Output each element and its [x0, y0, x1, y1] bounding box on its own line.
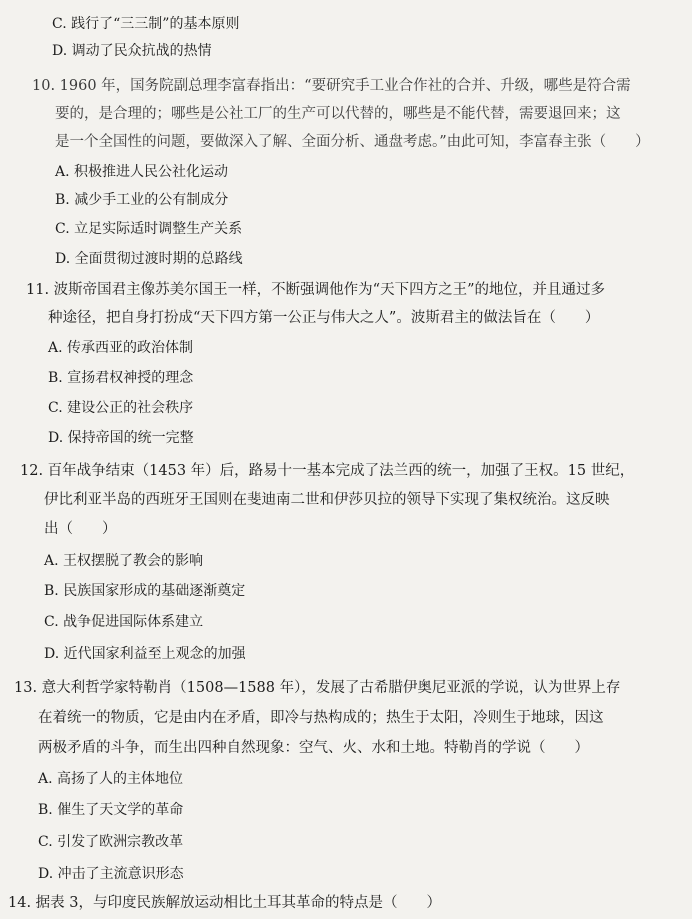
option-text: 王权摆脱了教会的影响: [63, 553, 204, 569]
option-letter: A.: [48, 340, 63, 356]
q11-option-b: [48, 368, 193, 388]
option-letter: C.: [52, 16, 67, 32]
q13-option-d: [38, 864, 184, 884]
option-letter: D.: [48, 430, 64, 446]
option-letter: C.: [38, 834, 53, 850]
stem-text: 意大利哲学家特勒肖（1508—1588 年），发展了古希腊伊奥尼亚派的学说，认为世界上存: [41, 680, 621, 696]
option-letter: D.: [55, 251, 71, 267]
option-text: 冲击了主流意识形态: [57, 866, 184, 882]
option-text: 建设公正的社会秩序: [67, 400, 194, 416]
option-text: 传承西亚的政治体制: [67, 340, 194, 356]
stem-text: 波斯帝国君主像苏美尔国王一样，不断强调他作为“天下四方之王”的地位，并且通过多: [53, 282, 605, 298]
option-letter: B.: [55, 192, 70, 208]
stem-text: 百年战争结束（1453 年）后，路易十一基本完成了法兰西的统一，加强了王权。15 世纪，: [47, 463, 635, 479]
q13-stem-line-3: 两极矛盾的斗争，而生出四种自然现象：空气、火、水和土地。特勒肖的学说（ ）: [38, 740, 589, 756]
option-text: 全面贯彻过渡时期的总路线: [74, 251, 243, 267]
option-text: 积极推进人民公社化运动: [74, 164, 229, 180]
option-letter: D.: [52, 43, 68, 59]
q12-stem-line-3: 出（ ）: [44, 521, 117, 537]
q11-stem-line-1: [26, 280, 605, 300]
q10-stem-line-2: 要的，是合理的；哪些是公社工厂的生产可以代替的，哪些是不能代替，需要退回来；这: [55, 106, 621, 122]
q10-option-d: [55, 249, 243, 269]
question-number: 12.: [20, 463, 44, 479]
option-letter: C.: [55, 221, 70, 237]
option-letter: B.: [44, 583, 59, 599]
q9-option-c: [52, 14, 239, 34]
option-text: 高扬了人的主体地位: [57, 771, 184, 787]
question-number: 13.: [14, 680, 38, 696]
q12-option-b: [44, 581, 245, 601]
option-letter: C.: [44, 614, 59, 630]
q12-option-c: [44, 612, 203, 632]
option-text: 践行了“三三制”的基本原则: [71, 16, 240, 32]
option-letter: D.: [44, 646, 60, 662]
question-number: 14.: [8, 895, 32, 911]
q12-option-d: [44, 644, 246, 664]
q10-stem-line-3: 是一个全国性的问题，要做深入了解、全面分析、通盘考虑。”由此可知，李富春主张（ ）: [55, 134, 650, 150]
option-letter: A.: [44, 553, 59, 569]
q11-option-d: [48, 428, 194, 448]
q11-option-a: [48, 338, 193, 358]
option-text: 立足实际适时调整生产关系: [74, 221, 243, 237]
question-number: 10.: [32, 78, 56, 94]
q14-stem-line-1: [8, 893, 441, 913]
option-text: 宣扬君权神授的理念: [67, 370, 194, 386]
option-text: 引发了欧洲宗教改革: [57, 834, 184, 850]
stem-text: 1960 年，国务院副总理李富春指出：“要研究手工业合作社的合并、升级，哪些是符合需: [59, 78, 631, 94]
option-text: 民族国家形成的基础逐渐奠定: [63, 583, 246, 599]
option-letter: A.: [55, 164, 70, 180]
option-text: 减少手工业的公有制成分: [74, 192, 229, 208]
option-letter: B.: [38, 802, 53, 818]
q10-option-c: [55, 219, 242, 239]
q12-stem-line-2: 伊比利亚半岛的西班牙王国则在斐迪南二世和伊莎贝拉的领导下实现了集权统治。这反映: [44, 492, 610, 508]
option-letter: D.: [38, 866, 54, 882]
q13-option-a: [38, 769, 183, 789]
q13-option-c: [38, 832, 183, 852]
stem-text: 据表 3，与印度民族解放运动相比土耳其革命的特点是（ ）: [35, 895, 442, 911]
q13-stem-line-2: 在着统一的物质，它是由内在矛盾，即冷与热构成的；热生于太阳，冷则生于地球，因这: [38, 710, 604, 726]
q12-option-a: [44, 551, 203, 571]
q11-option-c: [48, 398, 193, 418]
q10-stem-line-1: [32, 76, 631, 96]
q10-option-b: [55, 190, 228, 210]
q12-stem-line-1: [20, 461, 634, 481]
option-text: 战争促进国际体系建立: [63, 614, 204, 630]
option-text: 近代国家利益至上观念的加强: [63, 646, 246, 662]
question-number: 11.: [26, 282, 50, 298]
q9-option-d: [52, 41, 212, 61]
option-text: 保持帝国的统一完整: [67, 430, 194, 446]
q10-option-a: [55, 162, 228, 182]
q13-stem-line-1: [14, 678, 620, 698]
q13-option-b: [38, 800, 183, 820]
option-letter: C.: [48, 400, 63, 416]
option-letter: B.: [48, 370, 63, 386]
option-text: 调动了民众抗战的热情: [71, 43, 212, 59]
option-letter: A.: [38, 771, 53, 787]
option-text: 催生了天文学的革命: [57, 802, 184, 818]
q11-stem-line-2: 种途径，把自身打扮成“天下四方第一公正与伟大之人”。波斯君主的做法旨在（ ）: [48, 310, 600, 326]
